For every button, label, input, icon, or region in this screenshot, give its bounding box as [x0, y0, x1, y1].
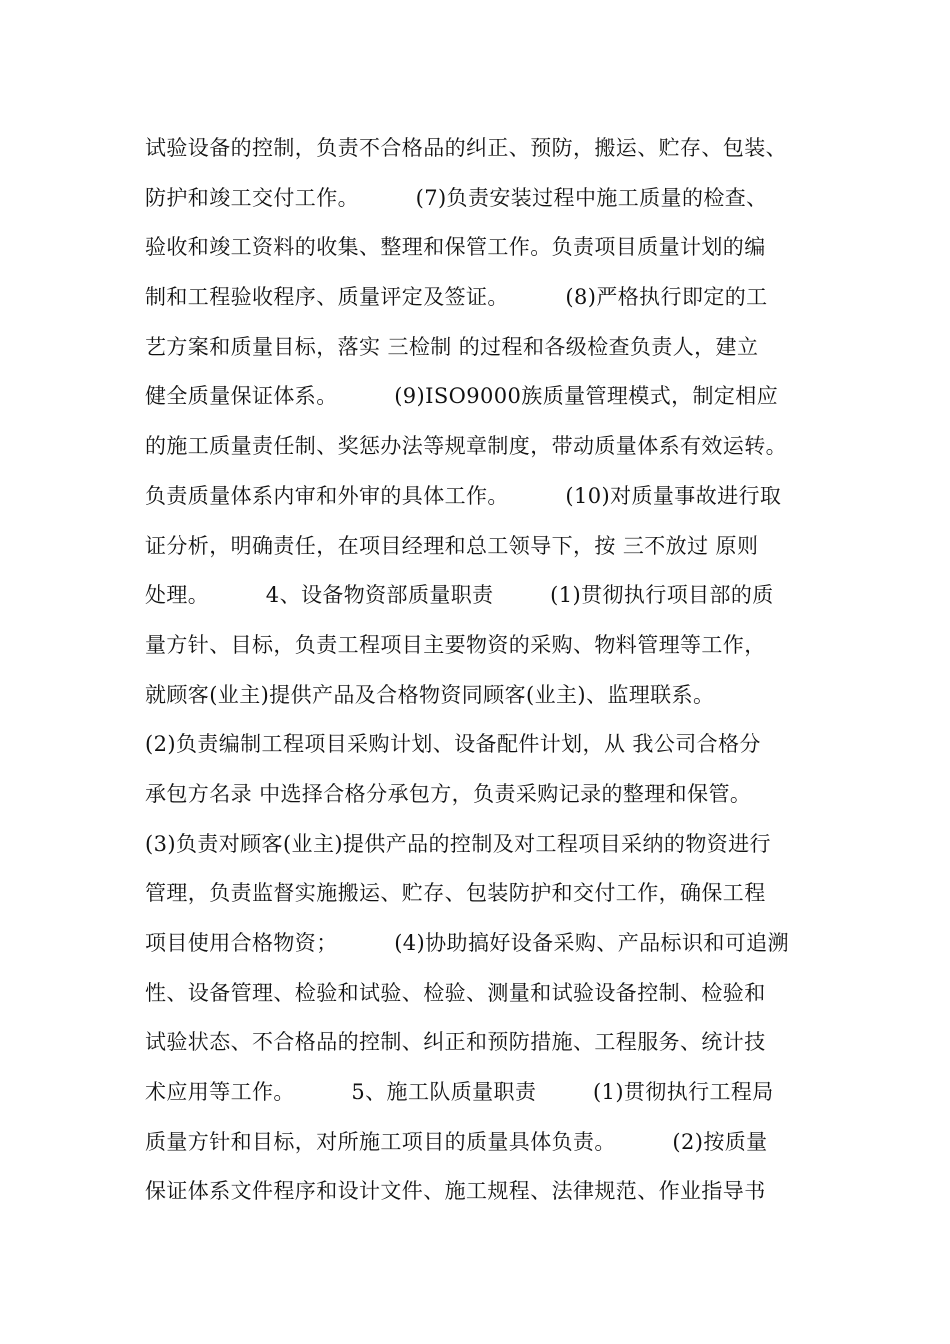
text-line: (3)负责对顾客(业主)提供产品的控制及对工程项目采纳的物资进行: [145, 831, 771, 856]
text-line: 就顾客(业主)提供产品及合格物资同顾客(业主)、监理联系。: [145, 682, 715, 707]
text-line: 试验状态、不合格品的控制、纠正和预防措施、工程服务、统计技: [145, 1030, 766, 1055]
text-line: 量方针、目标，负责工程项目主要物资的采购、物料管理等工作，: [145, 632, 766, 657]
text-line: 保证体系文件程序和设计文件、施工规程、法律规范、作业指导书: [145, 1179, 766, 1204]
text-line: 项目使用合格物资； (4)协助搞好设备采购、产品标识和可追溯: [145, 931, 789, 955]
text-line: 性、设备管理、检验和试验、检验、测量和试验设备控制、检验和: [145, 980, 766, 1005]
text-line: 试验设备的控制，负责不合格品的纠正、预防，搬运、贮存、包装、: [145, 136, 787, 160]
text-line: 管理，负责监督实施搬运、贮存、包装防护和交付工作，确保工程: [145, 881, 766, 906]
text-line: 承包方名录 中选择合格分承包方，负责采购记录的整理和保管。: [145, 781, 752, 806]
text-line: 处理。 4、设备物资部质量职责 (1)贯彻执行项目部的质: [145, 583, 774, 608]
text-line: (2)负责编制工程项目采购计划、设备配件计划，从 我公司合格分: [145, 732, 761, 757]
text-line: 防护和竣工交付工作。 (7)负责安装过程中施工质量的检查、: [145, 185, 768, 210]
text-line: 艺方案和质量目标，落实 三检制 的过程和各级检查负责人，建立: [145, 334, 759, 359]
text-line: 证分析，明确责任，在项目经理和总工领导下，按 三不放过 原则: [145, 533, 759, 558]
text-line: 健全质量保证体系。 (9)ISO9000族质量管理模式，制定相应: [145, 384, 779, 409]
text-line: 的施工质量责任制、奖惩办法等规章制度，带动质量体系有效运转。: [145, 434, 787, 459]
text-line: 质量方针和目标，对所施工项目的质量具体负责。 (2)按质量: [145, 1129, 768, 1154]
body-text: [145, 124, 825, 1217]
text-line: 负责质量体系内审和外审的具体工作。 (10)对质量事故进行取: [145, 483, 782, 508]
text-line: 制和工程验收程序、质量评定及签证。 (8)严格执行即定的工: [145, 285, 768, 310]
text-line: 术应用等工作。 5、施工队质量职责 (1)贯彻执行工程局: [145, 1080, 774, 1105]
text-line: 验收和竣工资料的收集、整理和保管工作。负责项目质量计划的编: [145, 235, 766, 260]
